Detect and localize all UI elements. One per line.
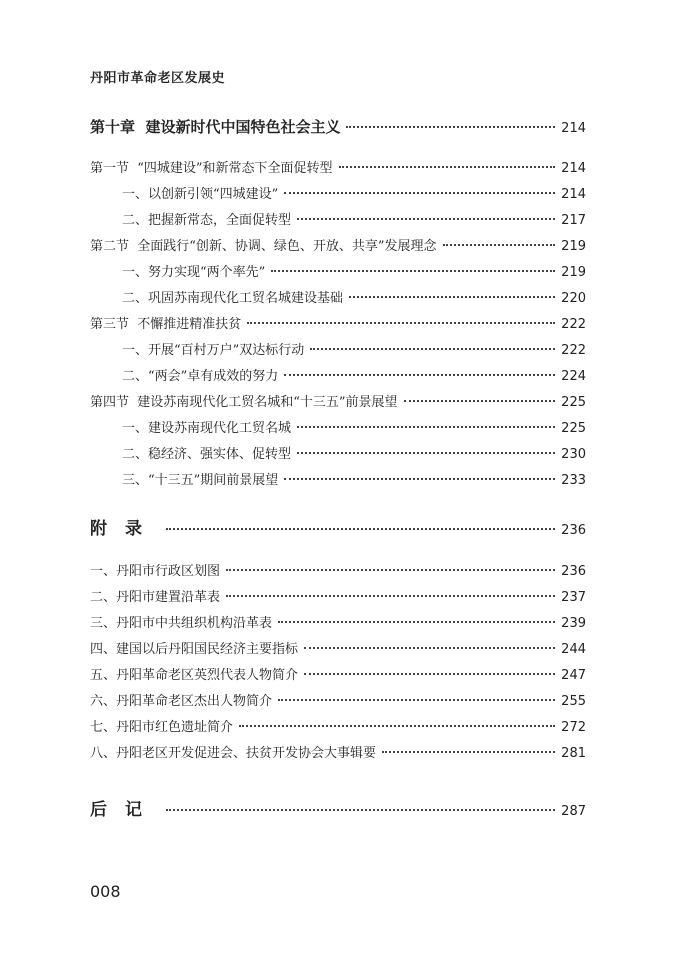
toc-page-number: 236: [561, 564, 586, 579]
toc-appendix-item[interactable]: [90, 665, 586, 687]
toc-subsection-entry[interactable]: [122, 262, 586, 284]
toc-label: 一、开展“百村万户”双达标行动: [122, 343, 305, 358]
toc-section-entry[interactable]: [90, 314, 586, 336]
toc-label: 八、丹阳老区开发促进会、扶贫开发协会大事辑要: [90, 746, 377, 761]
toc-subsection-entry[interactable]: [122, 418, 586, 440]
toc-section-entry[interactable]: [90, 392, 586, 414]
toc-label: 二、“两会”卓有成效的努力: [122, 369, 279, 384]
toc-label: 第十章 建设新时代中国特色社会主义: [90, 118, 341, 136]
toc-page-number: 219: [561, 239, 586, 254]
toc-page-number: 247: [561, 668, 586, 683]
toc-label: 一、以创新引领“四城建设”: [122, 187, 279, 202]
toc-subsection-entry[interactable]: [122, 470, 586, 492]
toc-label: 后记: [90, 800, 160, 820]
toc-label: 四、建国以后丹阳国民经济主要指标: [90, 642, 299, 657]
toc-appendix-item[interactable]: [90, 561, 586, 583]
toc-label: 第二节 全面践行“创新、协调、绿色、开放、共享”发展理念: [90, 239, 437, 254]
dot-leader: [226, 595, 555, 597]
toc-label: 七、丹阳市红色遗址简介: [90, 720, 234, 735]
toc-section-entry[interactable]: [90, 158, 586, 180]
toc-page-number: 239: [561, 616, 586, 631]
toc-label: 二、稳经济、强实体、促转型: [122, 447, 292, 462]
toc-label: 一、努力实现“两个率先”: [122, 265, 266, 280]
dot-leader: [166, 809, 555, 811]
toc-chapter-entry[interactable]: [90, 116, 586, 138]
page-folio-number: 008: [90, 882, 121, 901]
dot-leader: [278, 621, 555, 623]
toc-appendix-item[interactable]: [90, 691, 586, 713]
toc-appendix-item[interactable]: [90, 717, 586, 739]
toc-subsection-entry[interactable]: [122, 340, 586, 362]
toc-page-number: 272: [561, 720, 586, 735]
toc-page-number: 233: [561, 473, 586, 488]
toc-page-number: 225: [561, 395, 586, 410]
toc-page-number: 220: [561, 291, 586, 306]
dot-leader: [297, 426, 555, 428]
toc-page-number: 230: [561, 447, 586, 462]
toc-page-number: 214: [561, 161, 586, 176]
toc-label: 三、“十三五”期间前景展望: [122, 473, 279, 488]
toc-label: 五、丹阳革命老区英烈代表人物简介: [90, 668, 299, 683]
dot-leader: [278, 699, 555, 701]
toc-page-number: 217: [561, 213, 586, 228]
toc-label: 三、丹阳市中共组织机构沿革表: [90, 616, 273, 631]
dot-leader: [404, 400, 556, 402]
toc-label: 二、巩固苏南现代化工贸名城建设基础: [122, 291, 344, 306]
dot-leader: [304, 647, 555, 649]
dot-leader: [339, 166, 556, 168]
toc-page-number: 222: [561, 317, 586, 332]
dot-leader: [310, 348, 555, 350]
toc-subsection-entry[interactable]: [122, 210, 586, 232]
dot-leader: [166, 528, 555, 530]
toc-label: 二、丹阳市建置沿革表: [90, 590, 221, 605]
toc-label: 二、把握新常态，全面促转型: [122, 213, 292, 228]
toc-page-number: 222: [561, 343, 586, 358]
dot-leader: [247, 322, 555, 324]
toc-subsection-entry[interactable]: [122, 184, 586, 206]
toc-appendix-entry[interactable]: [90, 518, 586, 540]
toc-subsection-entry[interactable]: [122, 444, 586, 466]
toc-appendix-item[interactable]: [90, 587, 586, 609]
dot-leader: [226, 569, 555, 571]
toc-page-number: 287: [561, 804, 586, 819]
toc-page-number: 225: [561, 421, 586, 436]
dot-leader: [284, 478, 555, 480]
running-head-title: 丹阳市革命老区发展史: [90, 71, 226, 86]
dot-leader: [271, 270, 555, 272]
toc-subsection-entry[interactable]: [122, 366, 586, 388]
toc-appendix-item[interactable]: [90, 613, 586, 635]
dot-leader: [297, 452, 555, 454]
toc-page-number: 244: [561, 642, 586, 657]
toc-afterword-entry[interactable]: [90, 799, 586, 821]
toc-page-number: 236: [561, 523, 586, 538]
toc-label: 附录: [90, 519, 160, 539]
dot-leader: [284, 374, 555, 376]
toc-label: 第四节 建设苏南现代化工贸名城和“十三五”前景展望: [90, 395, 398, 410]
dot-leader: [443, 244, 556, 246]
dot-leader: [284, 192, 555, 194]
toc-page-number: 255: [561, 694, 586, 709]
toc-label: 一、丹阳市行政区划图: [90, 564, 221, 579]
dot-leader: [304, 673, 555, 675]
toc-label: 第三节 不懈推进精准扶贫: [90, 317, 242, 332]
toc-label: 一、建设苏南现代化工贸名城: [122, 421, 292, 436]
toc-section-entry[interactable]: [90, 236, 586, 258]
toc-page-number: 224: [561, 369, 586, 384]
dot-leader: [382, 751, 555, 753]
dot-leader: [239, 725, 555, 727]
dot-leader: [297, 218, 555, 220]
dot-leader: [349, 296, 555, 298]
toc-page-number: 219: [561, 265, 586, 280]
toc-label: 六、丹阳革命老区杰出人物简介: [90, 694, 273, 709]
toc-subsection-entry[interactable]: [122, 288, 586, 310]
toc-page-number: 237: [561, 590, 586, 605]
dot-leader: [346, 126, 555, 128]
toc-label: 第一节 “四城建设”和新常态下全面促转型: [90, 161, 333, 176]
toc-page-number: 214: [561, 121, 586, 136]
toc-page-number: 281: [561, 746, 586, 761]
toc-appendix-item[interactable]: [90, 743, 586, 765]
toc-page-number: 214: [561, 187, 586, 202]
toc-appendix-item[interactable]: [90, 639, 586, 661]
